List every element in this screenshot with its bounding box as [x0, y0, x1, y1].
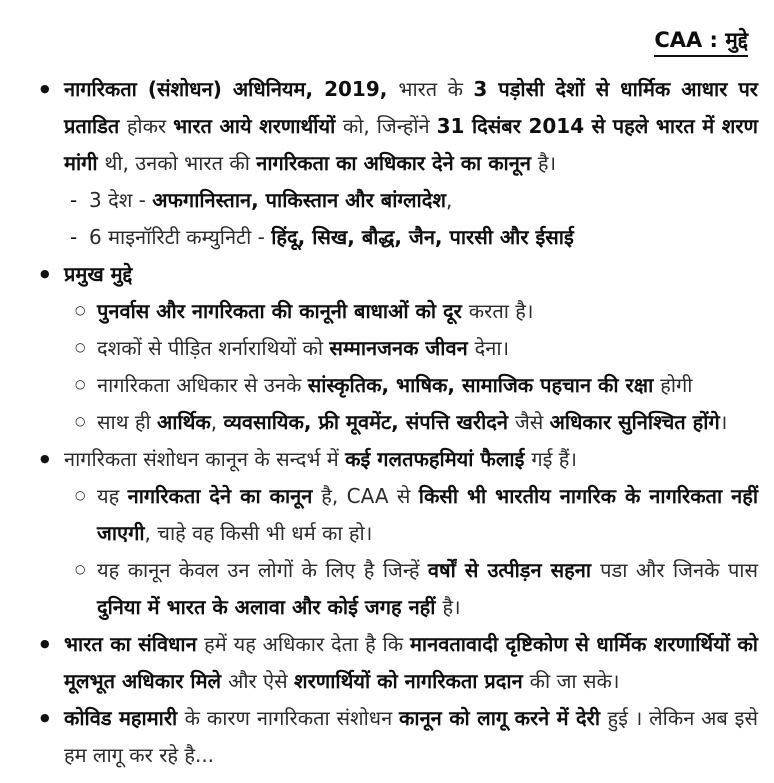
list-item-text	[89, 182, 762, 219]
text-segment: हुई । लेकिन अब इसे हम लागू कर रहे है...	[64, 706, 758, 767]
circle-bullet-icon: ○	[75, 377, 86, 391]
text-segment: नागरिकता (संशोधन) अधिनियम, 2019,	[64, 77, 399, 101]
dash-bullet-icon: -	[70, 188, 78, 212]
text-segment: ,	[210, 410, 224, 434]
text-segment: जैसे	[514, 410, 550, 434]
text-segment: , चाहे वह किसी भी धर्म का हो।	[144, 521, 373, 545]
text-segment: थी, उनको भारत की	[104, 151, 257, 175]
text-segment: नागरिकता अधिकार से उनके	[97, 373, 308, 397]
list-item-text	[97, 478, 762, 552]
text-segment: के कारण नागरिकता संशोधन	[184, 706, 400, 730]
text-segment: प्रमुख मुद्दे	[64, 262, 133, 286]
text-segment: कानून को लागू करने में देरी	[399, 706, 608, 730]
text-segment: होकर	[126, 114, 174, 138]
list-item	[0, 478, 762, 552]
list-item-text	[97, 293, 762, 330]
list-item	[0, 552, 762, 626]
list-item-text	[97, 330, 762, 367]
text-segment: भारत का संविधान	[64, 632, 205, 656]
list-item-text	[64, 256, 762, 293]
list-item	[0, 219, 762, 256]
text-segment: यह	[97, 484, 128, 508]
text-segment: और ऐसे	[228, 669, 294, 693]
text-segment: आर्थिक	[157, 410, 211, 434]
text-segment: करता है।	[468, 299, 534, 323]
bullet-list	[0, 71, 762, 774]
text-segment: साथ ही	[97, 410, 157, 434]
text-segment: ।	[719, 410, 728, 434]
text-segment: गई हैं।	[531, 447, 577, 471]
dash-bullet-icon: -	[70, 225, 78, 249]
text-segment: 3 पड़ोसी देशों से धार्मिक आधार पर प्रताडित	[64, 77, 758, 138]
text-segment: है, CAA से	[321, 484, 419, 508]
text-segment: देना।	[474, 336, 510, 360]
text-segment: 3 देश -	[89, 188, 153, 212]
page-title: CAA : मुद्दे	[654, 26, 748, 57]
list-item-text	[64, 700, 762, 774]
text-segment: मानवतावादी दृष्टिकोण से धार्मिक शरणार्थियों को मूलभूत अधिकार मिले	[64, 632, 758, 693]
list-item-text	[64, 626, 762, 700]
text-segment: कोविड महामारी	[64, 706, 185, 730]
text-segment: भारत के	[398, 77, 474, 101]
text-segment: को, जिन्होंने	[342, 114, 437, 138]
text-segment: पुनर्वास और नागरिकता की कानूनी बाधाओं को दूर	[97, 299, 469, 323]
text-segment: हमें यह अधिकार देता है कि	[204, 632, 410, 656]
list-item-text	[64, 441, 762, 478]
list-item	[0, 441, 762, 478]
text-segment: यह कानून केवल उन लोगों के लिए है जिन्हें	[97, 558, 428, 582]
circle-bullet-icon: ○	[75, 414, 86, 428]
text-segment: 31 दिसंबर 2014 से पहले भारत में शरण मांगी	[64, 114, 759, 175]
text-segment: अधिकार सुनिश्चित होंगे	[549, 410, 720, 434]
disc-bullet-icon: ●	[40, 82, 50, 95]
text-segment: है।	[537, 151, 557, 175]
text-segment: 6 माइनॉरिटी कम्युनिटी -	[89, 225, 272, 249]
list-item-text	[64, 71, 762, 182]
circle-bullet-icon: ○	[75, 488, 86, 502]
list-item-text	[97, 404, 762, 441]
list-item-text	[97, 367, 762, 404]
list-item	[0, 367, 762, 404]
text-segment: कई गलतफहमियां फैलाई	[345, 447, 532, 471]
list-item	[0, 404, 762, 441]
text-segment: होगी	[660, 373, 693, 397]
text-segment: सांस्कृतिक, भाषिक, सामाजिक पहचान की रक्षा	[307, 373, 661, 397]
text-segment: किसी भी भारतीय नागरिक के नागरिकता नहीं जाएगी	[97, 484, 758, 545]
text-segment: है।	[442, 595, 461, 619]
text-segment: नागरिकता संशोधन कानून के सन्दर्भ में	[64, 447, 346, 471]
list-item	[0, 700, 762, 774]
text-segment: शरणार्थियों को नागरिकता प्रदान	[294, 669, 530, 693]
disc-bullet-icon: ●	[40, 637, 50, 650]
text-segment: व्यवसायिक, फ्री मूवमेंट, संपत्ति खरीदने	[223, 410, 515, 434]
text-segment: नागरिकता देने का कानून	[127, 484, 322, 508]
disc-bullet-icon: ●	[40, 711, 50, 724]
text-segment: हिंदू, सिख, बौद्ध, जैन, पारसी और ईसाई	[271, 225, 574, 249]
circle-bullet-icon: ○	[75, 562, 86, 576]
text-segment: अफगानिस्तान, पाकिस्तान और बांग्लादेश	[152, 188, 446, 212]
disc-bullet-icon: ●	[40, 267, 50, 280]
list-item	[0, 71, 762, 182]
text-segment: नागरिकता का अधिकार देने का कानून	[256, 151, 538, 175]
text-segment: पडा और जिनके पास	[600, 558, 758, 582]
title-row	[0, 26, 762, 57]
list-item-text	[89, 219, 762, 256]
circle-bullet-icon: ○	[75, 303, 86, 317]
list-item	[0, 293, 762, 330]
list-item	[0, 330, 762, 367]
list-item-text	[97, 552, 762, 626]
text-segment: दशकों से पीड़ित शर्नाराथियों को	[97, 336, 330, 360]
text-segment: सम्मानजनक जीवन	[329, 336, 475, 360]
text-segment: ,	[445, 188, 453, 212]
text-segment: भारत आये शरणार्थीयों	[173, 114, 343, 138]
disc-bullet-icon: ●	[40, 452, 50, 465]
text-segment: की जा सके।	[529, 669, 620, 693]
list-item	[0, 182, 762, 219]
circle-bullet-icon: ○	[75, 340, 86, 354]
list-item	[0, 256, 762, 293]
list-item	[0, 626, 762, 700]
text-segment: वर्षों से उत्पीड़न सहना	[427, 558, 601, 582]
text-segment: दुनिया में भारत के अलावा और कोई जगह नहीं	[97, 595, 443, 619]
